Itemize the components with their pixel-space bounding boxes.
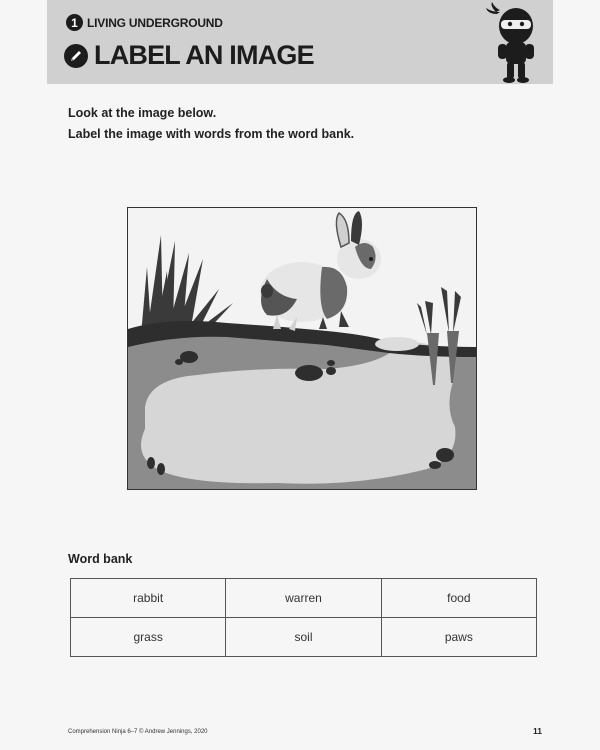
word-bank-table bbox=[70, 578, 537, 657]
word-bank-cell: grass bbox=[71, 618, 226, 657]
rabbit-warren-illustration bbox=[127, 207, 477, 490]
word-bank-cell: rabbit bbox=[71, 579, 226, 618]
pencil-icon bbox=[64, 44, 88, 68]
word-bank-cell: warren bbox=[226, 579, 381, 618]
instruction-line-2: Label the image with words from the word bank. bbox=[68, 127, 355, 141]
instructions bbox=[68, 106, 354, 148]
activity-title-row bbox=[64, 42, 314, 69]
instruction-line-1: Look at the image below. bbox=[68, 106, 217, 120]
ninja-mascot-icon bbox=[486, 2, 546, 84]
chapter-title: LIVING UNDERGROUND bbox=[87, 15, 223, 30]
word-bank-cell: soil bbox=[226, 618, 381, 657]
footer-credit: Comprehension Ninja 6–7 © Andrew Jennings, 2020 bbox=[68, 729, 208, 735]
table-row bbox=[71, 618, 537, 657]
table-row bbox=[71, 579, 537, 618]
activity-title: LABEL AN IMAGE bbox=[94, 40, 314, 70]
chapter-label bbox=[66, 14, 223, 31]
word-bank-heading: Word bank bbox=[68, 552, 133, 566]
chapter-number-badge: 1 bbox=[66, 14, 83, 31]
word-bank-cell: food bbox=[381, 579, 536, 618]
word-bank-cell: paws bbox=[381, 618, 536, 657]
page-number: 11 bbox=[533, 726, 542, 736]
